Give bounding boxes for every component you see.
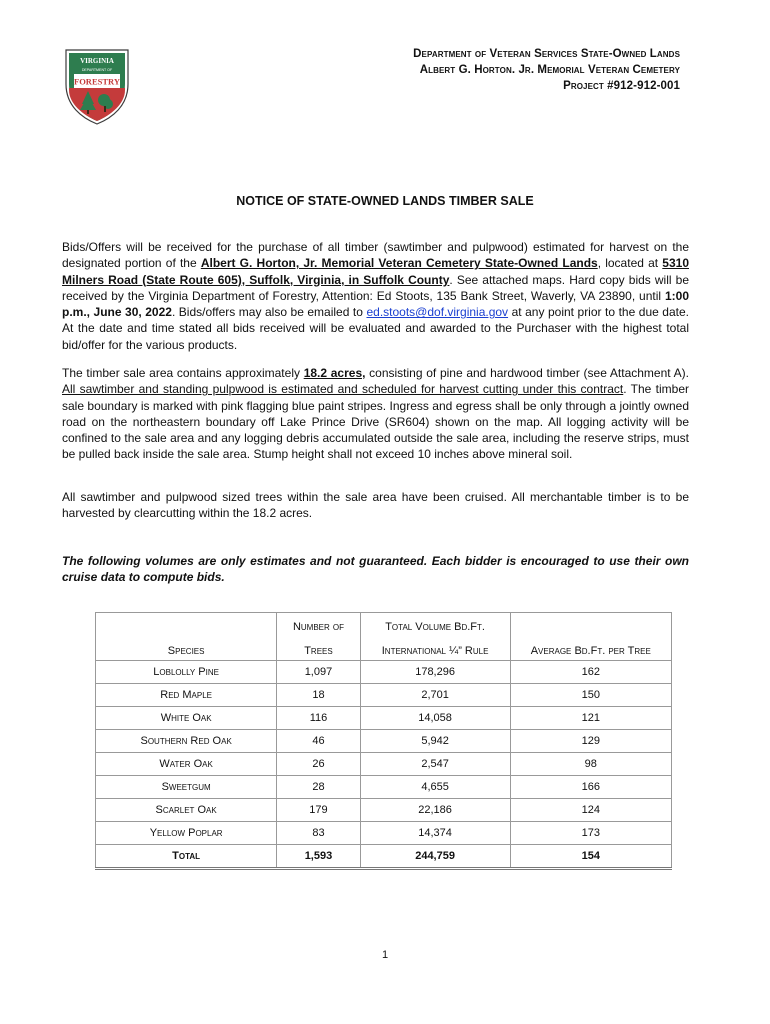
- total-label: Total: [96, 845, 277, 869]
- sale-acres: 18.2 acres,: [303, 366, 366, 380]
- email-link[interactable]: ed.stoots@dof.virginia.gov: [366, 305, 509, 320]
- header-volume: International ¼” Rule: [360, 633, 510, 661]
- timber-volume-table: [95, 612, 672, 870]
- volume-cell: 22,186: [360, 799, 510, 822]
- average-cell: 150: [510, 684, 671, 707]
- sale-text-3: . The timber sale boundary is marked with pink flagging blue paint stripes. Ingress and egress shall be only through a jointly owned road on the northeastern boundary off Lake Prince Drive (SR604) shown on the map. All logging activity will be confined to the sale area and any logging debris accumulated outside the sale area, including the reserve strips, must be pulled back inside the sale area. Stump height shall not exceed 10 inches above mineral soil.: [62, 382, 689, 462]
- average-cell: 98: [510, 753, 671, 776]
- estimate-disclaimer: The following volumes are only estimates and not guaranteed. Each bidder is encouraged to use their own cruise data to compute bids.: [62, 554, 689, 585]
- sale-area-paragraph: [62, 365, 689, 463]
- total-volume: 244,759: [360, 845, 510, 869]
- header-trees-top: Number of: [277, 613, 360, 634]
- header-volume-top: Total Volume Bd.Ft.: [360, 613, 510, 634]
- table-row: [96, 753, 672, 776]
- header-department: Department of Veteran Services State-Owned Lands: [413, 48, 680, 60]
- average-cell: 173: [510, 822, 671, 845]
- document-header: [413, 46, 680, 94]
- average-cell: 162: [510, 661, 671, 684]
- table-row: [96, 707, 672, 730]
- species-cell: Sweetgum: [96, 776, 277, 799]
- volume-cell: 14,058: [360, 707, 510, 730]
- property-name: Albert G. Horton, Jr. Memorial Veteran Cemetery State-Owned Lands: [200, 256, 598, 271]
- table-header-row-top: [96, 613, 672, 634]
- sale-text-2: consisting of pine and hardwood timber (see Attachment A).: [365, 366, 689, 380]
- trees-cell: 18: [277, 684, 360, 707]
- volume-cell: 5,942: [360, 730, 510, 753]
- trees-cell: 116: [277, 707, 360, 730]
- average-cell: 124: [510, 799, 671, 822]
- header-trees: Trees: [277, 633, 360, 661]
- header-species-top: [96, 613, 277, 634]
- average-cell: 129: [510, 730, 671, 753]
- species-cell: Southern Red Oak: [96, 730, 277, 753]
- species-cell: Yellow Poplar: [96, 822, 277, 845]
- table-row: [96, 822, 672, 845]
- logo-middle-text: DEPARTMENT OF: [81, 68, 113, 72]
- header-average-top: [510, 613, 671, 634]
- bids-paragraph: [62, 239, 689, 353]
- species-cell: Scarlet Oak: [96, 799, 277, 822]
- average-cell: 121: [510, 707, 671, 730]
- cruise-paragraph: All sawtimber and pulpwood sized trees within the sale area have been cruised. All merchantable timber is to be harvested by clearcutting within the 18.2 acres.: [62, 490, 689, 521]
- volume-cell: 4,655: [360, 776, 510, 799]
- table-total-row: [96, 845, 672, 869]
- header-species: Species: [96, 633, 277, 661]
- bids-text-2: , located at: [597, 256, 663, 271]
- volume-cell: 2,547: [360, 753, 510, 776]
- logo-bottom-text: FORESTRY: [74, 76, 120, 87]
- total-average: 154: [510, 845, 671, 869]
- logo-top-text: VIRGINIA: [80, 57, 114, 65]
- table-row: [96, 799, 672, 822]
- notice-title: NOTICE OF STATE-OWNED LANDS TIMBER SALE: [236, 194, 534, 208]
- virginia-forestry-logo: [62, 44, 132, 126]
- table-row: [96, 730, 672, 753]
- trees-cell: 1,097: [277, 661, 360, 684]
- bid-deadline: 1:00 p.m., June 30, 2022: [62, 288, 689, 320]
- trees-cell: 46: [277, 730, 360, 753]
- trees-cell: 28: [277, 776, 360, 799]
- property-address: 5310 Milners Road (State Route 605), Suffolk, Virginia, in Suffolk County: [62, 256, 689, 287]
- species-cell: Water Oak: [96, 753, 277, 776]
- header-average: Average Bd.Ft. per Tree: [510, 633, 671, 661]
- bids-text-3: . See attached maps. Hard copy bids will be received by the Virginia Department of Forestry, Attention: Ed Stoots, 135 Bank Street, Waverly, VA 23890, until: [62, 272, 690, 303]
- trees-cell: 26: [277, 753, 360, 776]
- sale-text-1: The timber sale area contains approximately: [62, 366, 304, 380]
- trees-cell: 83: [277, 822, 360, 845]
- volume-cell: 14,374: [360, 822, 510, 845]
- volume-cell: 178,296: [360, 661, 510, 684]
- header-cemetery: Albert G. Horton. Jr. Memorial Veteran Cemetery: [419, 64, 680, 76]
- bids-text-5: at any point prior to the due date. At the date and time stated all bids received will be evaluated and awarded to the Purchaser with the highest total bid/offer for the various products.: [62, 305, 689, 352]
- total-trees: 1,593: [277, 845, 360, 869]
- average-cell: 166: [510, 776, 671, 799]
- volume-cell: 2,701: [360, 684, 510, 707]
- harvest-statement: All sawtimber and standing pulpwood is estimated and scheduled for harvest cutting under this contract: [62, 382, 624, 397]
- table-row: [96, 776, 672, 799]
- bids-text-1: Bids/Offers will be received for the purchase of all timber (sawtimber and pulpwood) estimated for harvest on the designated portion of the: [62, 240, 689, 271]
- species-cell: White Oak: [96, 707, 277, 730]
- table-row: [96, 661, 672, 684]
- species-cell: Loblolly Pine: [96, 661, 277, 684]
- bids-text-4: . Bids/offers may also be emailed to: [171, 305, 367, 320]
- header-project: Project #912-912-001: [563, 80, 680, 92]
- page-number: 1: [381, 949, 389, 961]
- table-header-row-bottom: [96, 633, 672, 661]
- table-row: [96, 684, 672, 707]
- species-cell: Red Maple: [96, 684, 277, 707]
- trees-cell: 179: [277, 799, 360, 822]
